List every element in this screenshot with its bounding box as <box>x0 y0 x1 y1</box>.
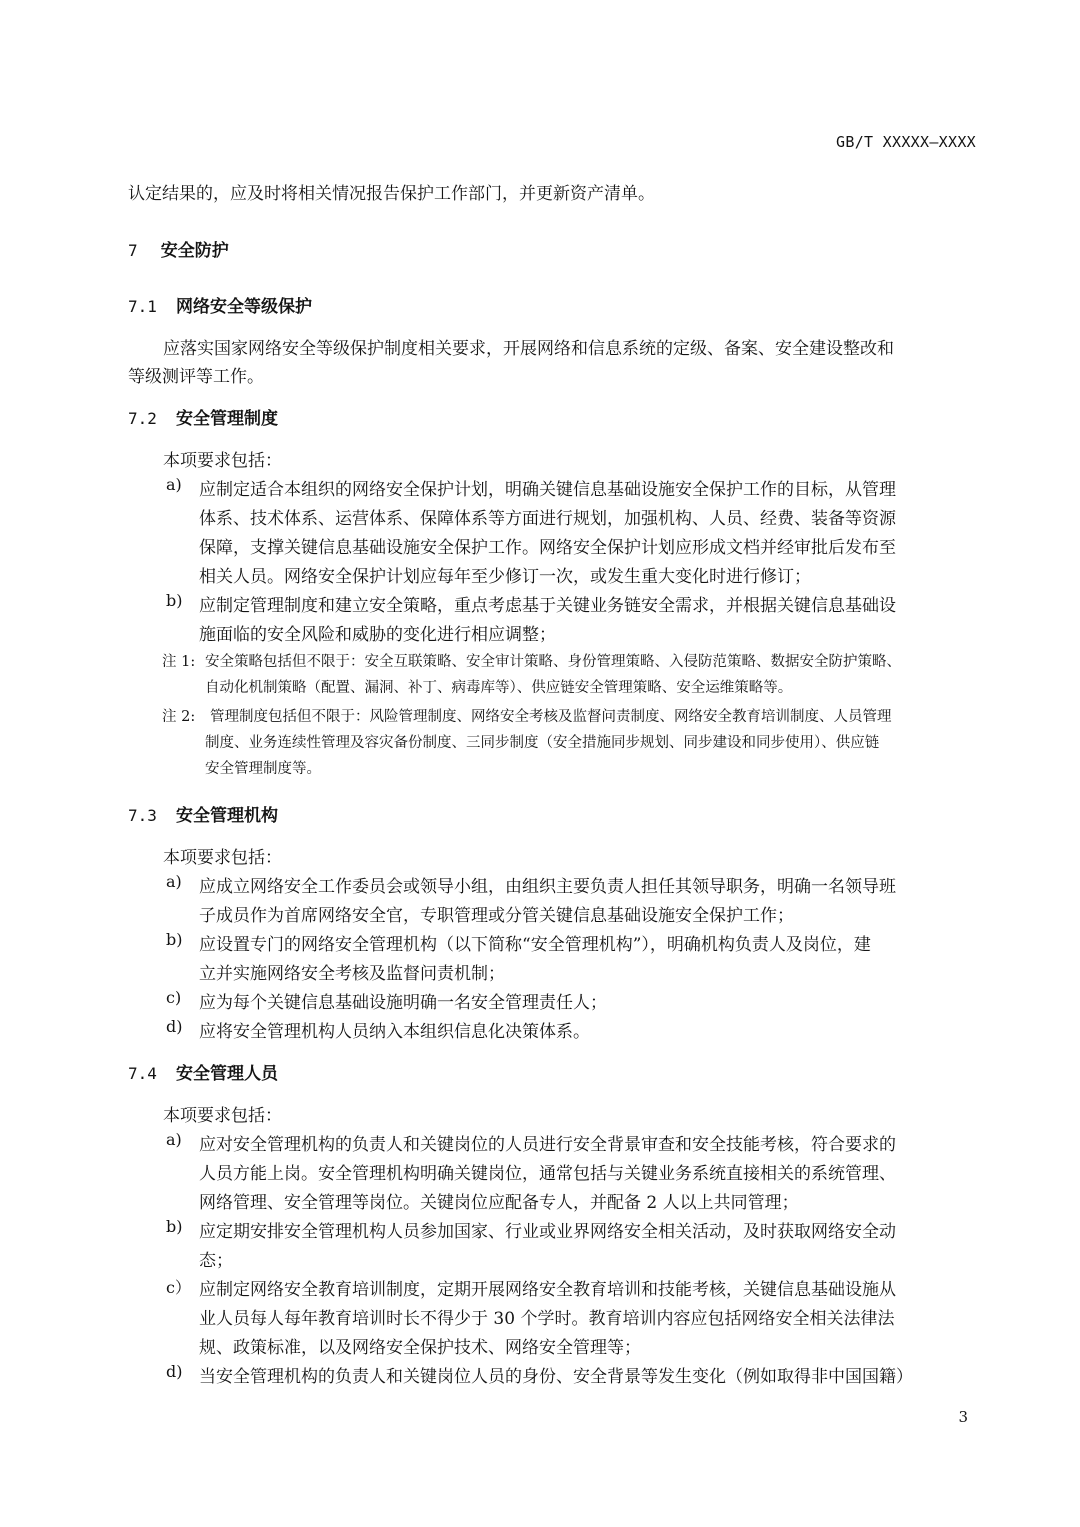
section-title: 安全防护 <box>160 241 229 261</box>
list-label: d) <box>166 1017 183 1036</box>
intro-line: 认定结果的，应及时将相关情况报告保护工作部门，并更新资产清单。 <box>128 184 655 204</box>
list-item-line: 立并实施网络安全考核及监督问责机制； <box>199 964 505 984</box>
list-label: a) <box>166 475 182 494</box>
note-line: 管理制度包括但不限于：风险管理制度、网络安全考核及监督问责制度、网络安全教育培训制度、人员管理 <box>210 709 892 725</box>
document-code: GB/T XXXXX—XXXX <box>836 133 976 151</box>
section-title: 安全管理人员 <box>176 1064 278 1084</box>
section-title: 网络安全等级保护 <box>176 297 312 317</box>
list-label: b) <box>166 1217 183 1236</box>
list-item-line: 应制定管理制度和建立安全策略，重点考虑基于关键业务链安全需求，并根据关键信息基础设 <box>199 596 896 616</box>
list-label: d) <box>166 1362 183 1381</box>
list-item-line: 应制定适合本组织的网络安全保护计划，明确关键信息基础设施安全保护工作的目标，从管理 <box>199 480 896 500</box>
section-number: 7 <box>128 241 138 260</box>
section-lead: 本项要求包括： <box>163 1106 282 1126</box>
list-label: b) <box>166 591 183 610</box>
section-lead: 本项要求包括： <box>163 848 282 868</box>
note-label: 注 2: <box>162 709 196 725</box>
note-label: 注 1: <box>162 654 196 670</box>
list-item-line: 应为每个关键信息基础设施明确一名安全管理责任人； <box>199 993 607 1013</box>
list-item-line: 保障，支撑关键信息基础设施安全保护工作。网络安全保护计划应形成文档并经审批后发布至 <box>199 538 896 558</box>
section-7-2-heading <box>128 404 278 429</box>
note-line: 安全管理制度等。 <box>205 761 321 777</box>
list-item-line: 施面临的安全风险和威胁的变化进行相应调整； <box>199 625 556 645</box>
list-item-line: 人员方能上岗。安全管理机构明确关键岗位，通常包括与关键业务系统直接相关的系统管理、 <box>199 1164 896 1184</box>
list-item-line: 应将安全管理机构人员纳入本组织信息化决策体系。 <box>199 1022 590 1042</box>
section-number: 7.4 <box>128 1064 157 1083</box>
list-label: c） <box>166 1278 191 1297</box>
list-item-line: 业人员每人每年教育培训时长不得少于 30 个学时。教育培训内容应包括网络安全相关法律法 <box>199 1309 895 1329</box>
list-item-line: 网络管理、安全管理等岗位。关键岗位应配备专人，并配备 2 人以上共同管理； <box>199 1193 799 1213</box>
list-item-line: 当安全管理机构的负责人和关键岗位人员的身份、安全背景等发生变化（例如取得非中国国籍） <box>199 1367 913 1387</box>
note-line: 自动化机制策略（配置、漏洞、补丁、病毒库等）、供应链安全管理策略、安全运维策略等。 <box>205 680 793 696</box>
section-7-3-heading <box>128 801 278 826</box>
list-item-line: 规、政策标准，以及网络安全保护技术、网络安全管理等； <box>199 1338 641 1358</box>
page-number: 3 <box>958 1408 968 1426</box>
list-item-line: 应定期安排安全管理机构人员参加国家、行业或业界网络安全相关活动，及时获取网络安全动 <box>199 1222 896 1242</box>
section-7-4-heading <box>128 1059 278 1084</box>
list-label: b) <box>166 930 183 949</box>
section-number: 7.2 <box>128 409 157 428</box>
list-item-line: 子成员作为首席网络安全官，专职管理或分管关键信息基础设施安全保护工作； <box>199 906 794 926</box>
section-number: 7.1 <box>128 297 157 316</box>
section-7-heading <box>128 236 229 261</box>
section-7-1-line: 等级测评等工作。 <box>128 367 264 387</box>
list-item-line: 态； <box>199 1251 233 1271</box>
section-number: 7.3 <box>128 806 157 825</box>
list-item-line: 应制定网络安全教育培训制度，定期开展网络安全教育培训和技能考核，关键信息基础设施从 <box>199 1280 896 1300</box>
section-7-1-line: 应落实国家网络安全等级保护制度相关要求，开展网络和信息系统的定级、备案、安全建设整改和 <box>163 339 894 359</box>
section-title: 安全管理制度 <box>176 409 278 429</box>
section-7-1-heading <box>128 292 312 317</box>
list-item-line: 应对安全管理机构的负责人和关键岗位的人员进行安全背景审查和安全技能考核，符合要求的 <box>199 1135 896 1155</box>
list-label: c) <box>166 988 182 1007</box>
list-item-line: 应设置专门的网络安全管理机构（以下简称“安全管理机构”），明确机构负责人及岗位，建 <box>199 935 871 955</box>
list-item-line: 相关人员。网络安全保护计划应每年至少修订一次，或发生重大变化时进行修订； <box>199 567 811 587</box>
list-label: a) <box>166 1130 182 1149</box>
list-item-line: 体系、技术体系、运营体系、保障体系等方面进行规划，加强机构、人员、经费、装备等资源 <box>199 509 896 529</box>
section-lead: 本项要求包括： <box>163 451 282 471</box>
section-title: 安全管理机构 <box>176 806 278 826</box>
note-line: 安全策略包括但不限于：安全互联策略、安全审计策略、身份管理策略、入侵防范策略、数据安全防护策略、 <box>205 654 901 670</box>
list-item-line: 应成立网络安全工作委员会或领导小组，由组织主要负责人担任其领导职务，明确一名领导班 <box>199 877 896 897</box>
note-line: 制度、业务连续性管理及容灾备份制度、三同步制度（安全措施同步规划、同步建设和同步使用）、供应链 <box>205 735 880 751</box>
list-label: a) <box>166 872 182 891</box>
